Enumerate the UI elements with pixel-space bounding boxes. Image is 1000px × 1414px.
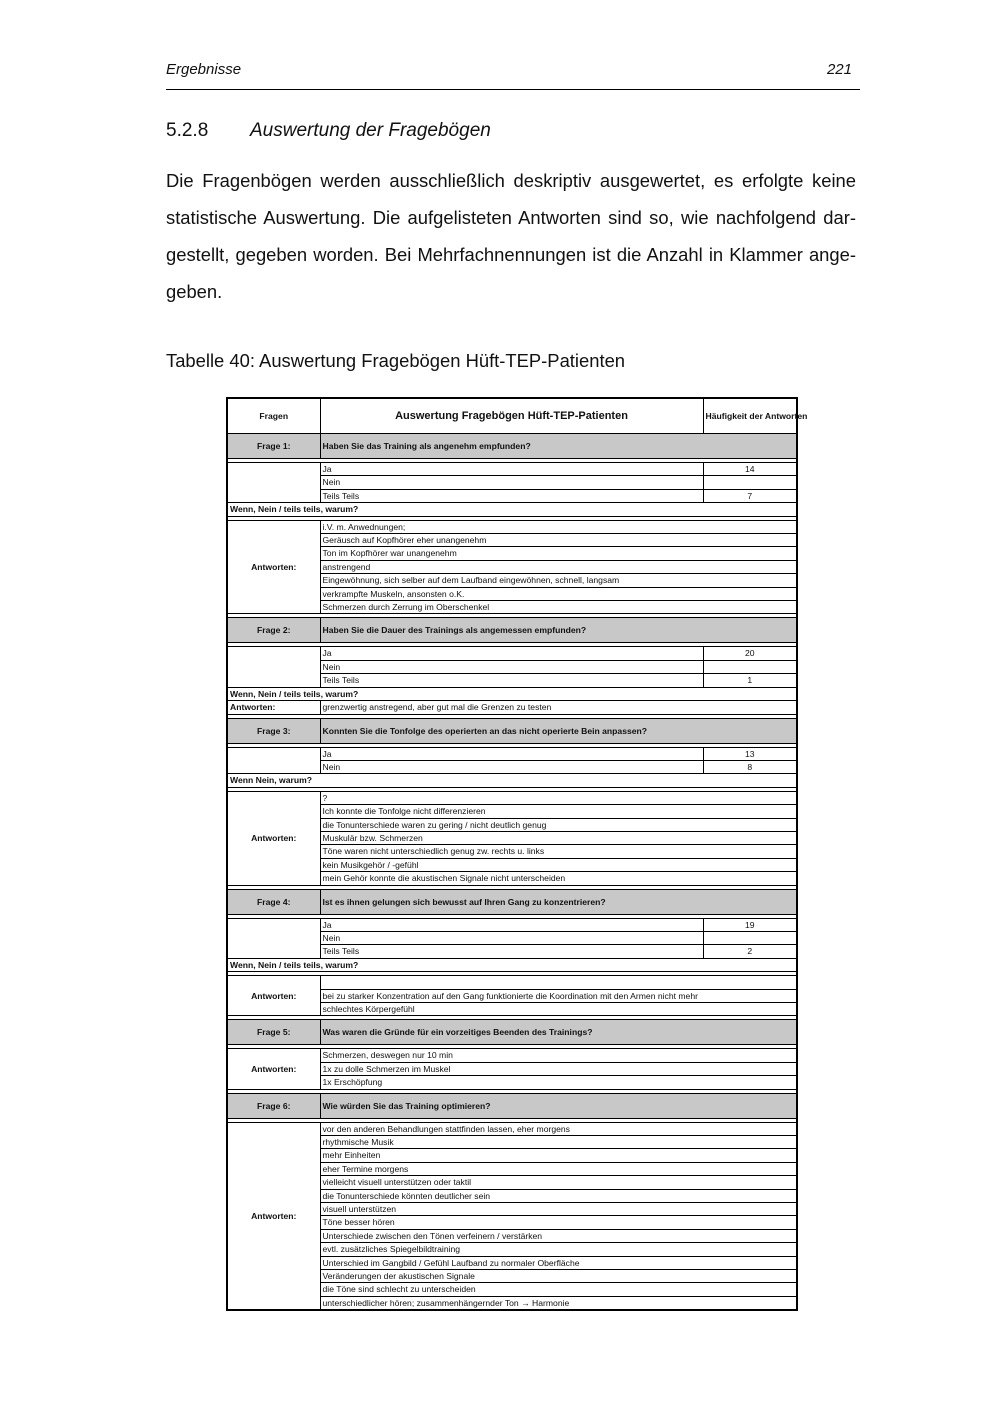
page-header (166, 58, 860, 90)
option-count: 14 (703, 463, 797, 476)
answer-row (227, 1049, 797, 1062)
answer-text: vor den anderen Behandlungen stattfinden lassen, eher morgens (320, 1122, 797, 1135)
why-row (227, 687, 797, 700)
option-text: Nein (320, 931, 703, 944)
answer-text: die Tonunterschiede waren zu gering / nicht deutlich genug (320, 818, 797, 831)
option-text: Nein (320, 660, 703, 673)
answer-text: eher Termine morgens (320, 1162, 797, 1175)
question-label: Frage 6: (227, 1093, 320, 1118)
question-text: Haben Sie das Training als angenehm empfunden? (320, 434, 797, 459)
answer-text: verkrampfte Muskeln, ansonsten o.K. (320, 587, 797, 600)
option-text: Teils Teils (320, 674, 703, 687)
answer-text: Muskulär bzw. Schmerzen (320, 831, 797, 844)
option-blank (227, 463, 320, 503)
answer-text: Veränderungen der akustischen Signale (320, 1270, 797, 1283)
answer-blank (320, 976, 797, 989)
answer-text: vielleicht visuell unterstützen oder taktil (320, 1176, 797, 1189)
option-row (227, 463, 797, 476)
question-label: Frage 3: (227, 718, 320, 743)
answer-text: grenzwertig anstregend, aber gut mal die Grenzen zu testen (320, 701, 797, 714)
answer-row (227, 520, 797, 533)
option-count: 7 (703, 489, 797, 502)
answer-row (227, 701, 797, 714)
option-count: 1 (703, 674, 797, 687)
option-row (227, 747, 797, 760)
option-text: Nein (320, 476, 703, 489)
answer-text: i.V. m. Anwednungen; (320, 520, 797, 533)
answer-text: anstrengend (320, 560, 797, 573)
answer-text: Schmerzen, deswegen nur 10 min (320, 1049, 797, 1062)
question-row (227, 434, 797, 459)
header-title: Auswertung Fragebögen Hüft-TEP-Patienten (320, 398, 703, 434)
answer-text: visuell unterstützen (320, 1203, 797, 1216)
option-text: Ja (320, 747, 703, 760)
answer-text: rhythmische Musik (320, 1136, 797, 1149)
answer-text: mehr Einheiten (320, 1149, 797, 1162)
option-text: Ja (320, 463, 703, 476)
answer-text: schlechtes Körpergefühl (320, 1002, 797, 1015)
question-row (227, 1020, 797, 1045)
option-blank (227, 747, 320, 774)
option-blank (227, 647, 320, 687)
option-count: 19 (703, 918, 797, 931)
question-row (227, 1093, 797, 1118)
question-label: Frage 4: (227, 889, 320, 914)
option-text: Ja (320, 918, 703, 931)
option-count: 13 (703, 747, 797, 760)
page-number: 221 (826, 61, 852, 78)
why-row (227, 774, 797, 787)
answers-label: Antworten: (227, 520, 320, 614)
question-row (227, 718, 797, 743)
answer-text: die Töne sind schlecht zu unterscheiden (320, 1283, 797, 1296)
answer-text: Töne besser hören (320, 1216, 797, 1229)
option-text: Nein (320, 760, 703, 773)
option-count: 2 (703, 945, 797, 958)
option-count (703, 476, 797, 489)
answer-text: Schmerzen durch Zerrung im Oberschenkel (320, 601, 797, 614)
answers-label: Antworten: (227, 701, 320, 714)
section-number: 5.2.8 (166, 120, 209, 141)
header-fragen: Fragen (227, 398, 320, 434)
answers-label: Antworten: (227, 1049, 320, 1089)
question-text: Was waren die Gründe für ein vorzeitiges Beenden des Trainings? (320, 1020, 797, 1045)
answer-text: die Tonunterschiede könnten deutlicher sein (320, 1189, 797, 1202)
answer-text: bei zu starker Konzentration auf den Gang funktionierte die Koordination mit den Armen nicht mehr (320, 989, 797, 1002)
answer-text: Unterschied im Gangbild / Gefühl Laufband zu normaler Oberfläche (320, 1256, 797, 1269)
option-row (227, 647, 797, 660)
why-label: Wenn, Nein / teils teils, warum? (227, 503, 797, 516)
answer-row (227, 1122, 797, 1135)
answer-text: kein Musikgehör / -gefühl (320, 858, 797, 871)
answer-text: evtl. zusätzliches Spiegelbildtraining (320, 1243, 797, 1256)
question-text: Wie würden Sie das Training optimieren? (320, 1093, 797, 1118)
option-text: Ja (320, 647, 703, 660)
answer-text: 1x Erschöpfung (320, 1076, 797, 1089)
question-row (227, 889, 797, 914)
body-paragraph: Die Fragenbögen werden ausschließlich deskriptiv ausgewertet, es erfolgte keine statistische Auswertung. Die aufgelisteten Antworten sind so, wie nachfolgend dargestellt, gegeben worden. Bei Mehrfachnennungen ist die Anzahl in Klammer angegeben. (166, 170, 856, 302)
answer-text: Unterschiede zwischen den Tönen verfeinern / verstärken (320, 1229, 797, 1242)
why-label: Wenn Nein, warum? (227, 774, 797, 787)
answer-text: mein Gehör konnte die akustischen Signale nicht unterscheiden (320, 872, 797, 885)
table-caption: Tabelle 40: Auswertung Fragebögen Hüft-TEP-Patienten (166, 350, 626, 371)
question-text: Ist es ihnen gelungen sich bewusst auf Ihren Gang zu konzentrieren? (320, 889, 797, 914)
table-header-row (227, 398, 797, 434)
question-row (227, 618, 797, 643)
why-row (227, 958, 797, 971)
answer-text: Ich konnte die Tonfolge nicht differenzieren (320, 805, 797, 818)
why-row (227, 503, 797, 516)
question-text: Konnten Sie die Tonfolge des operierten an das nicht operierte Bein anpassen? (320, 718, 797, 743)
option-count (703, 931, 797, 944)
option-count (703, 660, 797, 673)
why-label: Wenn, Nein / teils teils, warum? (227, 958, 797, 971)
section-heading (166, 120, 491, 142)
answer-text: Geräusch auf Kopfhörer eher unangenehm (320, 534, 797, 547)
answer-text: 1x zu dolle Schmerzen im Muskel (320, 1062, 797, 1075)
answer-text: Töne waren nicht unterschiedlich genug zw. rechts u. links (320, 845, 797, 858)
section-title: Auswertung der Fragebögen (250, 120, 491, 141)
why-label: Wenn, Nein / teils teils, warum? (227, 687, 797, 700)
answer-text: unterschiedlicher hören; zusammenhängernder Ton → Harmonie (320, 1296, 797, 1310)
option-row (227, 918, 797, 931)
answer-text: Eingewöhnung, sich selber auf dem Laufband eingewöhnen, schnell, langsam (320, 574, 797, 587)
answer-text: ? (320, 791, 797, 804)
answers-label: Antworten: (227, 976, 320, 1016)
question-label: Frage 1: (227, 434, 320, 459)
question-label: Frage 2: (227, 618, 320, 643)
answer-row (227, 976, 797, 989)
option-text: Teils Teils (320, 489, 703, 502)
answers-label: Antworten: (227, 791, 320, 885)
question-text: Haben Sie die Dauer des Trainings als angemessen empfunden? (320, 618, 797, 643)
header-haeufigkeit: Häufigkeit der Antworten (703, 398, 797, 434)
option-count: 8 (703, 760, 797, 773)
question-label: Frage 5: (227, 1020, 320, 1045)
option-blank (227, 918, 320, 958)
option-count: 20 (703, 647, 797, 660)
questionnaire-table (226, 397, 808, 1311)
answers-label: Antworten: (227, 1122, 320, 1310)
answer-text: Ton im Kopfhörer war unangenehm (320, 547, 797, 560)
running-header-title: Ergebnisse (166, 61, 242, 78)
answer-row (227, 791, 797, 804)
option-text: Teils Teils (320, 945, 703, 958)
